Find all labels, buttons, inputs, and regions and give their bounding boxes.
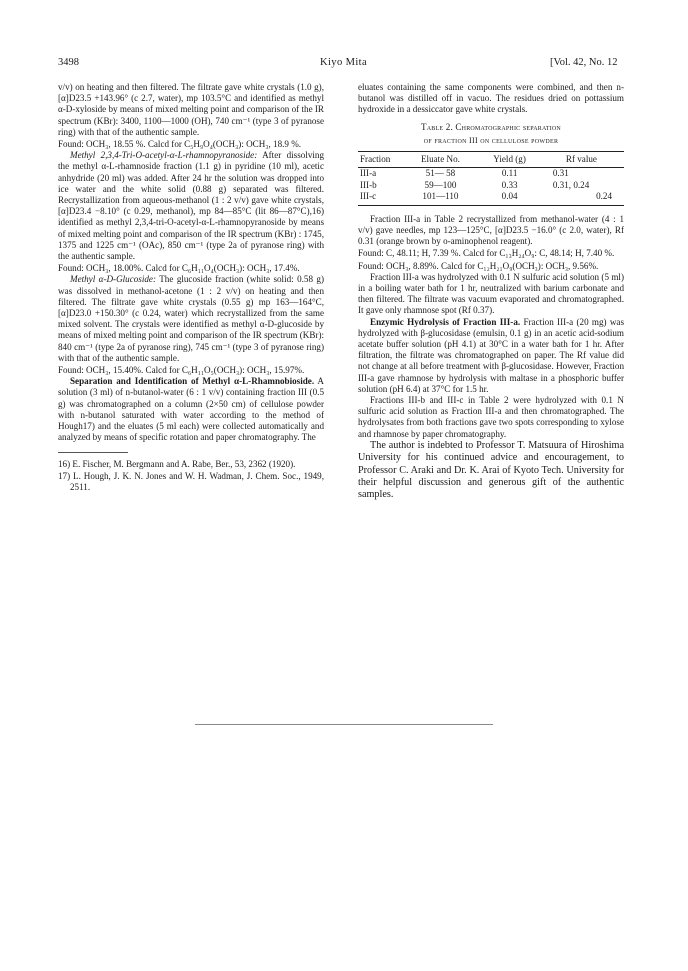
table-header: Fraction — [358, 152, 401, 168]
analysis-xyloside: Found: OCH₃, 18.55 %. Calcd for C₅H₉O₄(OCH₃): OCH₃, 18.9 %. — [58, 139, 302, 150]
footnote-rule — [58, 452, 128, 453]
text-triacetyl: After dissolving the methyl α-L-rhamnoside fraction (1.1 g) in pyridine (10 ml), acetic anhydride (20 ml) was added. After 24 hr the solution was dropped into ice water and the white solid (0.88 g) separated was filtered. Recrystallization from aqueous-methanol (1 : 2 v/v) gave white crystals, [α]D23.4 −8.10° (c 0.29, methanol), mp 84—85°C (lit 86—87°C),16) identified as methyl 2,3,4-tri-O-acetyl-α-L-rhamnopyranoside by means of mixed melting point and comparison of the IR spectrum (KBr) : 1745, 1375 and 1225 cm⁻¹ (OAc), 850 cm⁻¹ (type 2a of pyranose ring) with the authentic sample. — [58, 150, 324, 262]
text-enzymic: Fraction III-a (20 mg) was hydrolyzed with β-glucosidase (emulsin, 0.1 g) in an acetic acid-sodium acetate buffer solution (pH 4.1) at 30°C in a water bath for 1 hr. After filtration, the filtrate was chromatographed on paper. The Rf value did not change at all before treatment with β-glucosidase. However, Fraction III-a gave rhamnose by hydrolysis with maltase in a phosphoric buffer solution (pH 6.4) at 37°C for 1.5 hr. — [358, 316, 624, 394]
table-row — [358, 168, 624, 180]
table-cell: 0.31, 0.24 — [552, 179, 590, 190]
paragraph-xyloside: v/v) on heating and then filtered. The filtrate gave white crystals (1.0 g), [α]D23.5 +143.96° (c 2.7, water), mp 103.5°C and identified as methyl α-D-xyloside by means of mixed melting point and comparison of the IR spectrum (KBr): 3400, 1100—1000 (OH), 740 cm⁻¹ (type 3 of pyranose ring) with that of the authentic sample. — [58, 82, 324, 137]
table-cell: 0.33 — [501, 179, 518, 190]
table-row — [358, 191, 624, 205]
table-cell: 0.24 — [539, 191, 624, 205]
right-column — [358, 82, 624, 502]
table-header-row — [358, 152, 624, 168]
table-subtitle: of fraction III on cellulose powder — [423, 135, 559, 145]
paragraph-triacetyl — [58, 150, 324, 262]
table-header: Yield (g) — [480, 152, 539, 168]
table-cell: III-c — [358, 191, 401, 205]
analysis-triacetyl: Found: OCH₃, 18.00%. Calcd for C₆H₁₁O₄(OCH₃): OCH₃, 17.4%. — [58, 263, 300, 274]
text-separation: A solution (3 ml) of n-butanol-water (6 : 1 v/v) containing fraction III (0.5 g) was chromatographed on a column (2×50 cm) of cellulose powder with n-butanol saturated with water according to the method of Hough17) and the eluates (5 ml each) were collected automatically and analyzed by means of specific rotation and paper chromatography. The — [58, 376, 324, 443]
running-author: Kiyo Mita — [320, 57, 368, 68]
table-header: Rf value — [539, 152, 624, 168]
heading-separation: Separation and Identification of Methyl α-L-Rhamnobioside. — [70, 376, 315, 387]
heading-triacetyl-rhamnoside: Methyl 2,3,4-Tri-O-acetyl-α-L-rhamnopyranoside: — [70, 150, 258, 161]
analysis-elemental: Found: C, 48.11; H, 7.39 %. Calcd for C₁₃H₂₄O₉: C, 48.14; H, 7.40 %. — [358, 248, 615, 259]
table-cell: 51— 58 — [425, 168, 456, 179]
paragraph-fractions-bc: Fractions III-b and III-c in Table 2 were hydrolyzed with 0.1 N sulfuric acid solution as Fraction III-a and then chromatographed. The hydrolysates from both fractions gave two spots corresponding to xylose and rhamnose by paper chromatography. — [358, 394, 624, 439]
left-column — [58, 82, 324, 493]
footnote-17: 17) L. Hough, J. K. N. Jones and W. H. Wadman, J. Chem. Soc., 1949, 2511. — [58, 470, 324, 492]
acknowledgement: The author is indebted to Professor T. Matsuura of Hiroshima University for his continued advice and encouragement, to Professor C. Araki and Dr. K. Arai of Kyoto Tech. University for their helpful discussion and generous gift of the authentic samples. — [358, 439, 624, 501]
table-cell: III-b — [360, 179, 377, 190]
table-row — [358, 180, 624, 192]
end-rule — [195, 724, 493, 725]
table-cell: 0.11 — [501, 168, 518, 179]
paragraph-acid-hydrolysis: Fraction III-a was hydrolyzed with 0.1 N sulfuric acid solution (5 ml) in a boiling water bath for 1 hr, neutralized with barium carbonate and then filtered. The filtrate was vacuum evaporated and chromatographed. It gave only rhamnose spot (Rf 0.37). — [358, 271, 624, 316]
table-cell: III-a — [360, 168, 377, 179]
paragraph-eluates: eluates containing the same components were combined, and then n-butanol was distilled off in vacuo. The residues dried on pottassium hydroxide in a dessiccator gave white crystals. — [358, 82, 624, 115]
text-glucoside: The glucoside fraction (white solid: 0.58 g) was dissolved in methanol-acetone (1 : 2 v/v) on heating and then filtered. The filtrate gave white crystals (0.55 g) mp 163—164°C, [α]D23.0 +150.30° (c 0.24, water) which recrystallized from the same mixed solvent. The crystals were identified as methyl α-D-glucoside by means of mixed melting point and comparison of the IR spectrum (KBr): 840 cm⁻¹ (type 2a of pyranose ring), 745 cm⁻¹ (type 3 of pyranose ring) with that of the authentic sample. — [58, 274, 325, 363]
analysis-methoxyl: Found: OCH₃, 8.89%. Calcd for C₁₂H₂₁O₉(OCH₃): OCH₃, 9.56%. — [358, 260, 599, 271]
heading-enzymic-hydrolysis: Enzymic Hydrolysis of Fraction III-a. — [370, 316, 521, 327]
analysis-glucoside: Found: OCH₃, 15.40%. Calcd for C₆H₁₁O₅(OCH₃): OCH₃, 15.97%. — [58, 365, 305, 376]
journal-volume: [Vol. 42, No. 12 — [550, 57, 618, 68]
page-number: 3498 — [58, 57, 79, 68]
table-cell: 0.04 — [480, 191, 539, 205]
table-cell: 101—110 — [401, 191, 481, 205]
footnote-16: 16) E. Fischer, M. Bergmann and A. Rabe, Ber., 53, 2362 (1920). — [58, 458, 296, 469]
paragraph-glucoside — [58, 274, 324, 364]
table-title: Table 2. Chromatographic separation — [421, 121, 561, 132]
paragraph-fraction-iiia: Fraction III-a in Table 2 recrystallized from methanol-water (4 : 1 v/v) gave needles, mp 123—125°C, [α]D23.5 −16.0° (c 2.0, water), Rf 0.31 (orange brown by o-aminophenol reagent). — [358, 213, 624, 247]
table-header: Eluate No. — [401, 152, 481, 168]
table-cell: 59—100 — [424, 179, 457, 190]
table-cell: 0.31 — [552, 168, 569, 179]
paragraph-enzymic — [358, 317, 624, 395]
heading-methyl-glucoside: Methyl α-D-Glucoside: — [70, 274, 156, 285]
chromatographic-table — [358, 151, 624, 206]
paragraph-separation — [58, 376, 324, 443]
